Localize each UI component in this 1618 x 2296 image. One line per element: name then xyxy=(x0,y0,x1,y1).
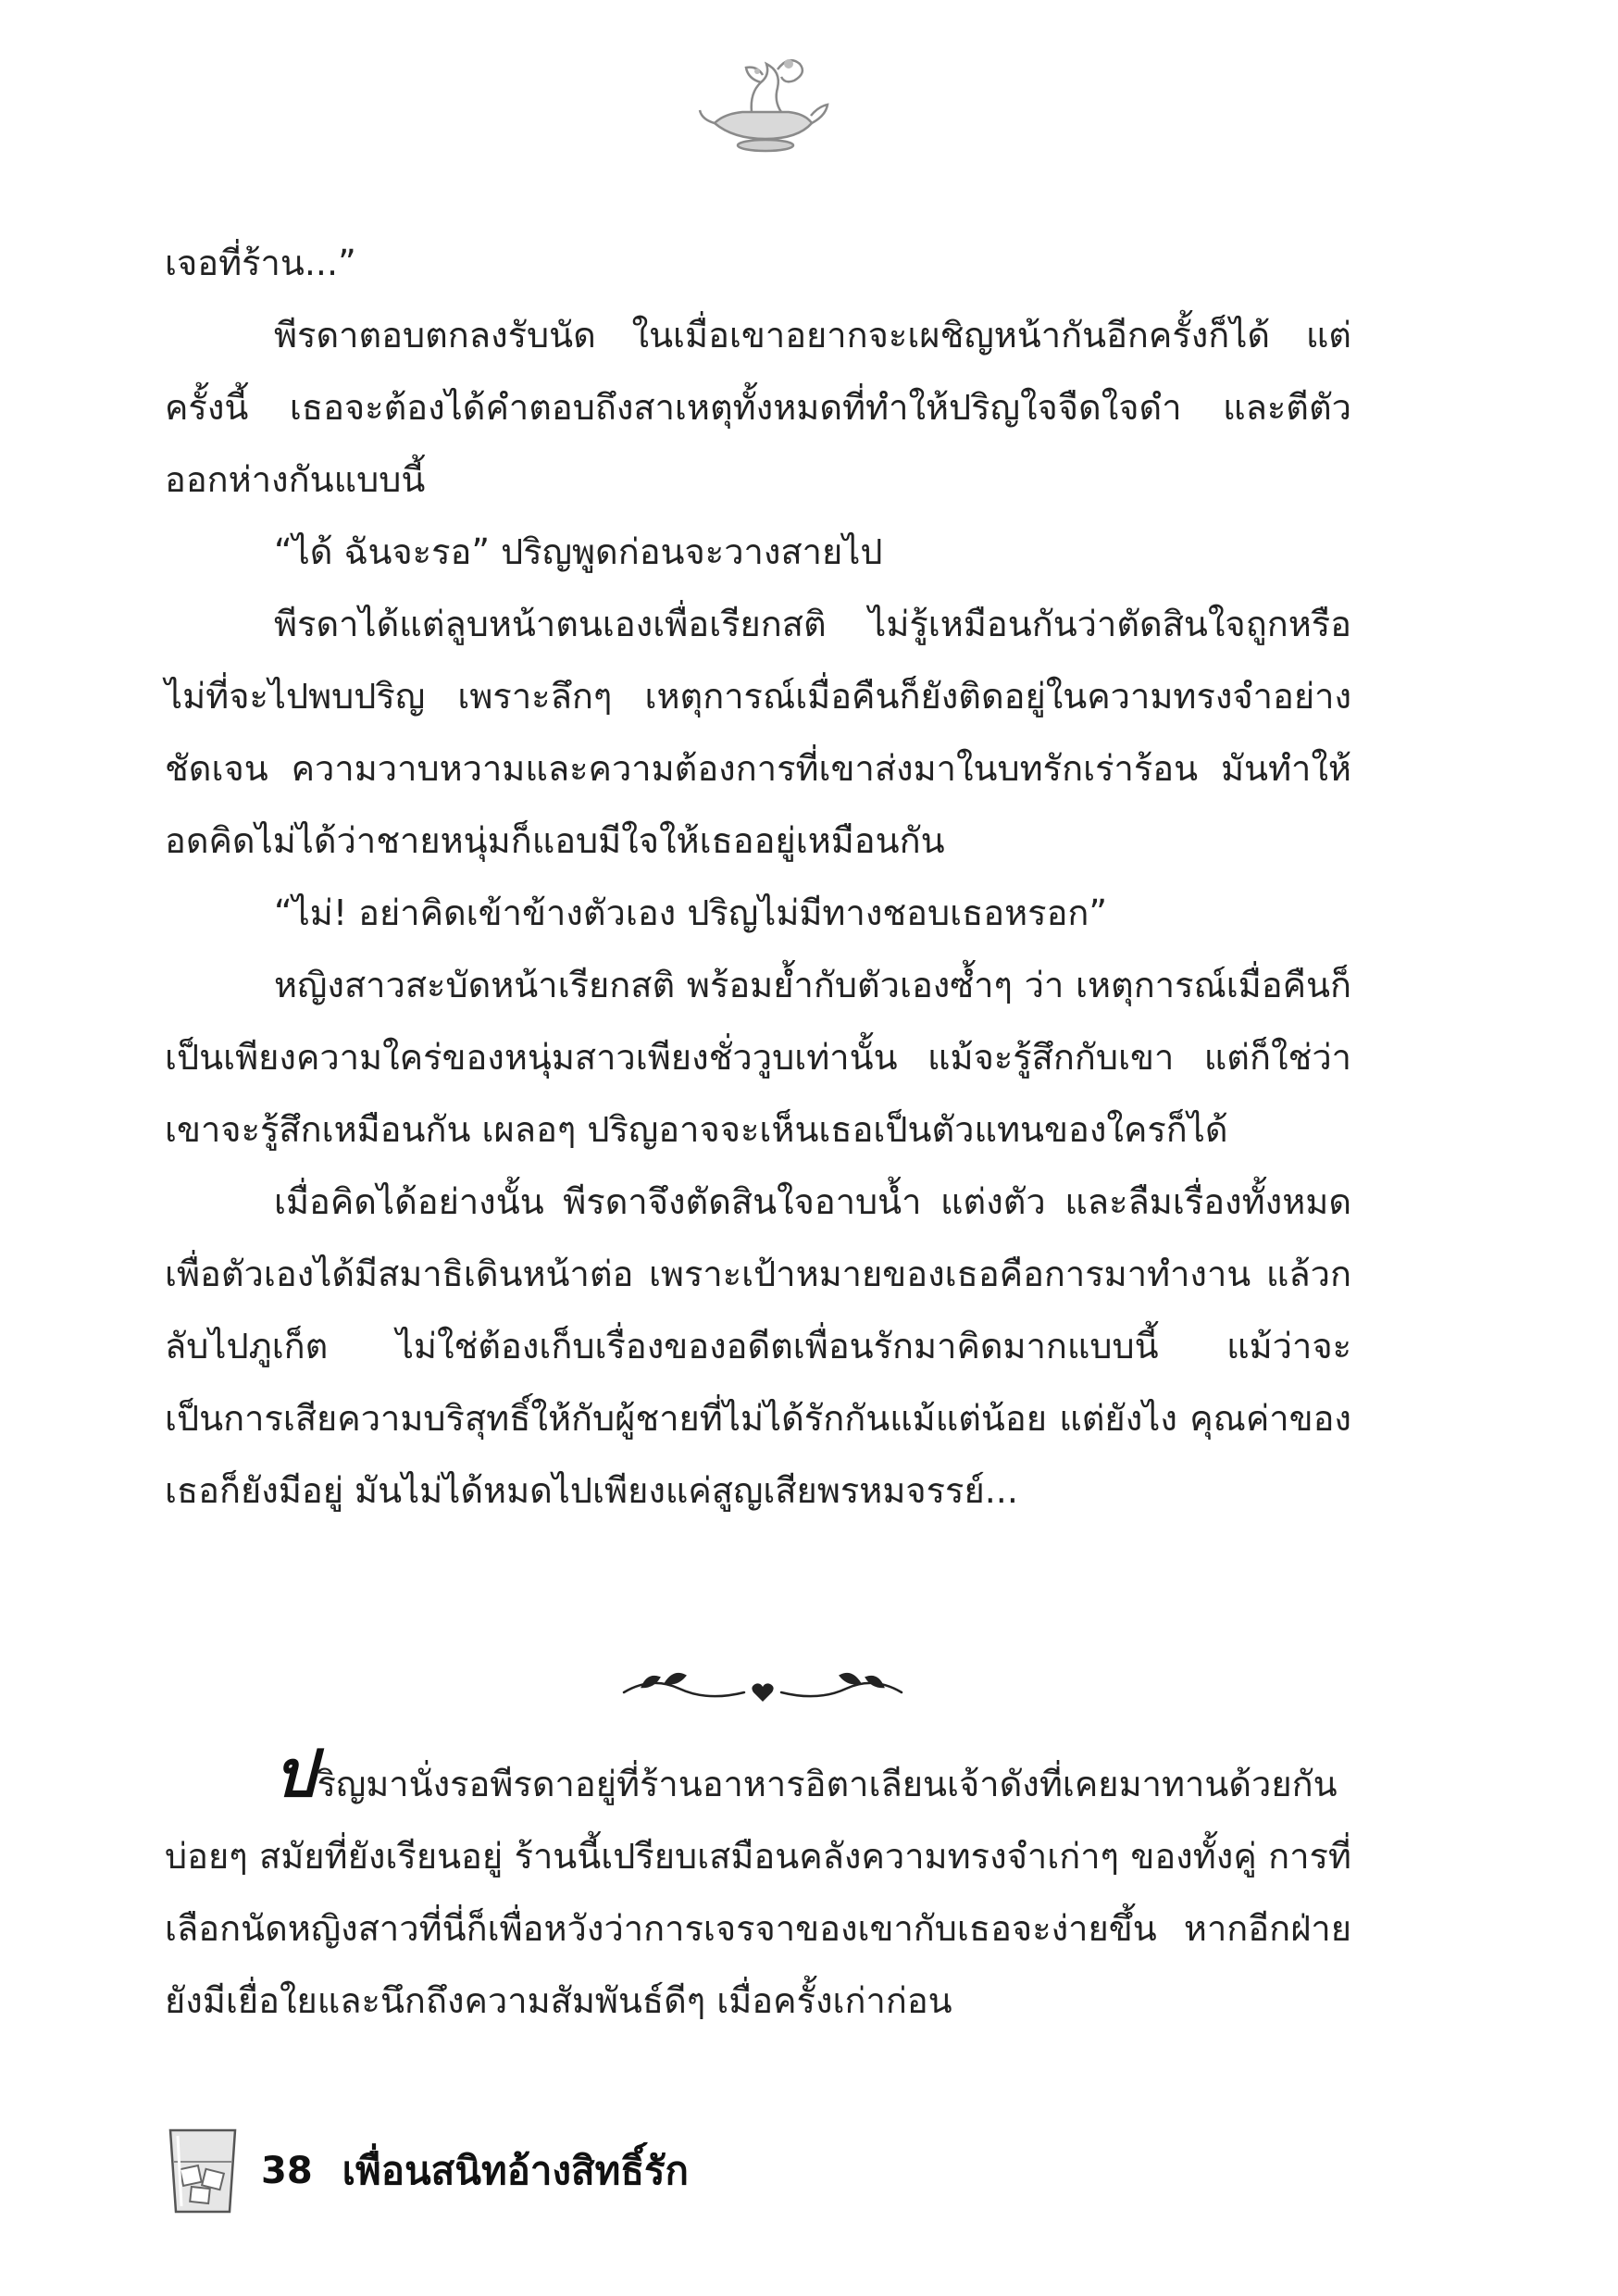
paragraph xyxy=(165,1735,1351,2037)
paragraph: พีรดาได้แต่ลูบหน้าตนเองเพื่อเรียกสติ ไม่รู้เหมือนกันว่าตัดสินใจถูกหรือไม่ที่จะไปพบปริญ เพราะลึกๆ เหตุการณ์เมื่อคืนก็ยังติดอยู่ในความทรงจำอย่างชัดเจน ความวาบหวามและความต้องการที่เขาส่งมาในบทรักเร่าร้อน มันทำให้อดคิดไม่ได้ว่าชายหนุ่มก็แอบมีใจให้เธออยู่เหมือนกัน xyxy=(165,604,1351,861)
paragraph: “ไม่! อย่าคิดเข้าข้างตัวเอง ปริญไม่มีทางชอบเธอหรอก” xyxy=(274,892,1108,933)
section-two-text xyxy=(165,1735,1351,2037)
glass-with-ice-icon xyxy=(165,2125,241,2217)
drop-cap: ป xyxy=(274,1735,316,1812)
floral-heart-divider-icon xyxy=(615,1666,911,1713)
teapot-genie-lamp-icon xyxy=(696,51,835,157)
paragraph: “ได้ ฉันจะรอ” ปริญพูดก่อนจะวางสายไป xyxy=(274,531,883,572)
paragraph-body: ริญมานั่งรอพีรดาอยู่ที่ร้านอาหารอิตาเลียนเจ้าดังที่เคยมาทานด้วยกันบ่อยๆ สมัยที่ยังเรียนอยู่ ร้านนี้เปรียบเสมือนคลังความทรงจำเก่าๆ ของทั้งคู่ การที่เลือกนัดหญิงสาวที่นี่ก็เพื่อหวังว่าการเจรจาของเขากับเธอจะง่ายขึ้น หากอีกฝ่ายยังมีเยื่อใยและนึกถึงความสัมพันธ์ดีๆ เมื่อครั้งเก่าก่อน xyxy=(165,1764,1351,2021)
paragraph: หญิงสาวสะบัดหน้าเรียกสติ พร้อมย้ำกับตัวเองซ้ำๆ ว่า เหตุการณ์เมื่อคืนก็เป็นเพียงความใคร่ของหนุ่มสาวเพียงชั่ววูบเท่านั้น แม้จะรู้สึกกับเขา แต่ก็ใช่ว่าเขาจะรู้สึกเหมือนกัน เผลอๆ ปริญอาจจะเห็นเธอเป็นตัวแทนของใครก็ได้ xyxy=(165,965,1351,1150)
page-number: 38 xyxy=(261,2150,313,2192)
paragraph: พีรดาตอบตกลงรับนัด ในเมื่อเขาอยากจะเผชิญหน้ากันอีกครั้งก็ได้ แต่ครั้งนี้ เธอจะต้องได้คำตอบถึงสาเหตุทั้งหมดที่ทำให้ปริญใจจืดใจดำ และตีตัวออกห่างกันแบบนี้ xyxy=(165,315,1351,500)
paragraph: เมื่อคิดได้อย่างนั้น พีรดาจึงตัดสินใจอาบน้ำ แต่งตัว และลืมเรื่องทั้งหมดเพื่อตัวเองได้มีสมาธิเดินหน้าต่อ เพราะเป้าหมายของเธอคือการมาทำงาน แล้วกลับไปภูเก็ต ไม่ใช่ต้องเก็บเรื่องของอดีตเพื่อนรักมาคิดมากแบบนี้ แม้ว่าจะเป็นการเสียความบริสุทธิ์ให้กับผู้ชายที่ไม่ได้รักกันแม้แต่น้อย แต่ยังไง คุณค่าของเธอก็ยังมีอยู่ มันไม่ได้หมดไปเพียงแค่สูญเสียพรหมจรรย์... xyxy=(165,1181,1351,1511)
body-text xyxy=(165,227,1351,1527)
page-footer xyxy=(165,2120,998,2222)
paragraph: เจอที่ร้าน...” xyxy=(165,243,356,283)
book-title: เพื่อนสนิทอ้างสิทธิ์รัก xyxy=(342,2148,689,2193)
